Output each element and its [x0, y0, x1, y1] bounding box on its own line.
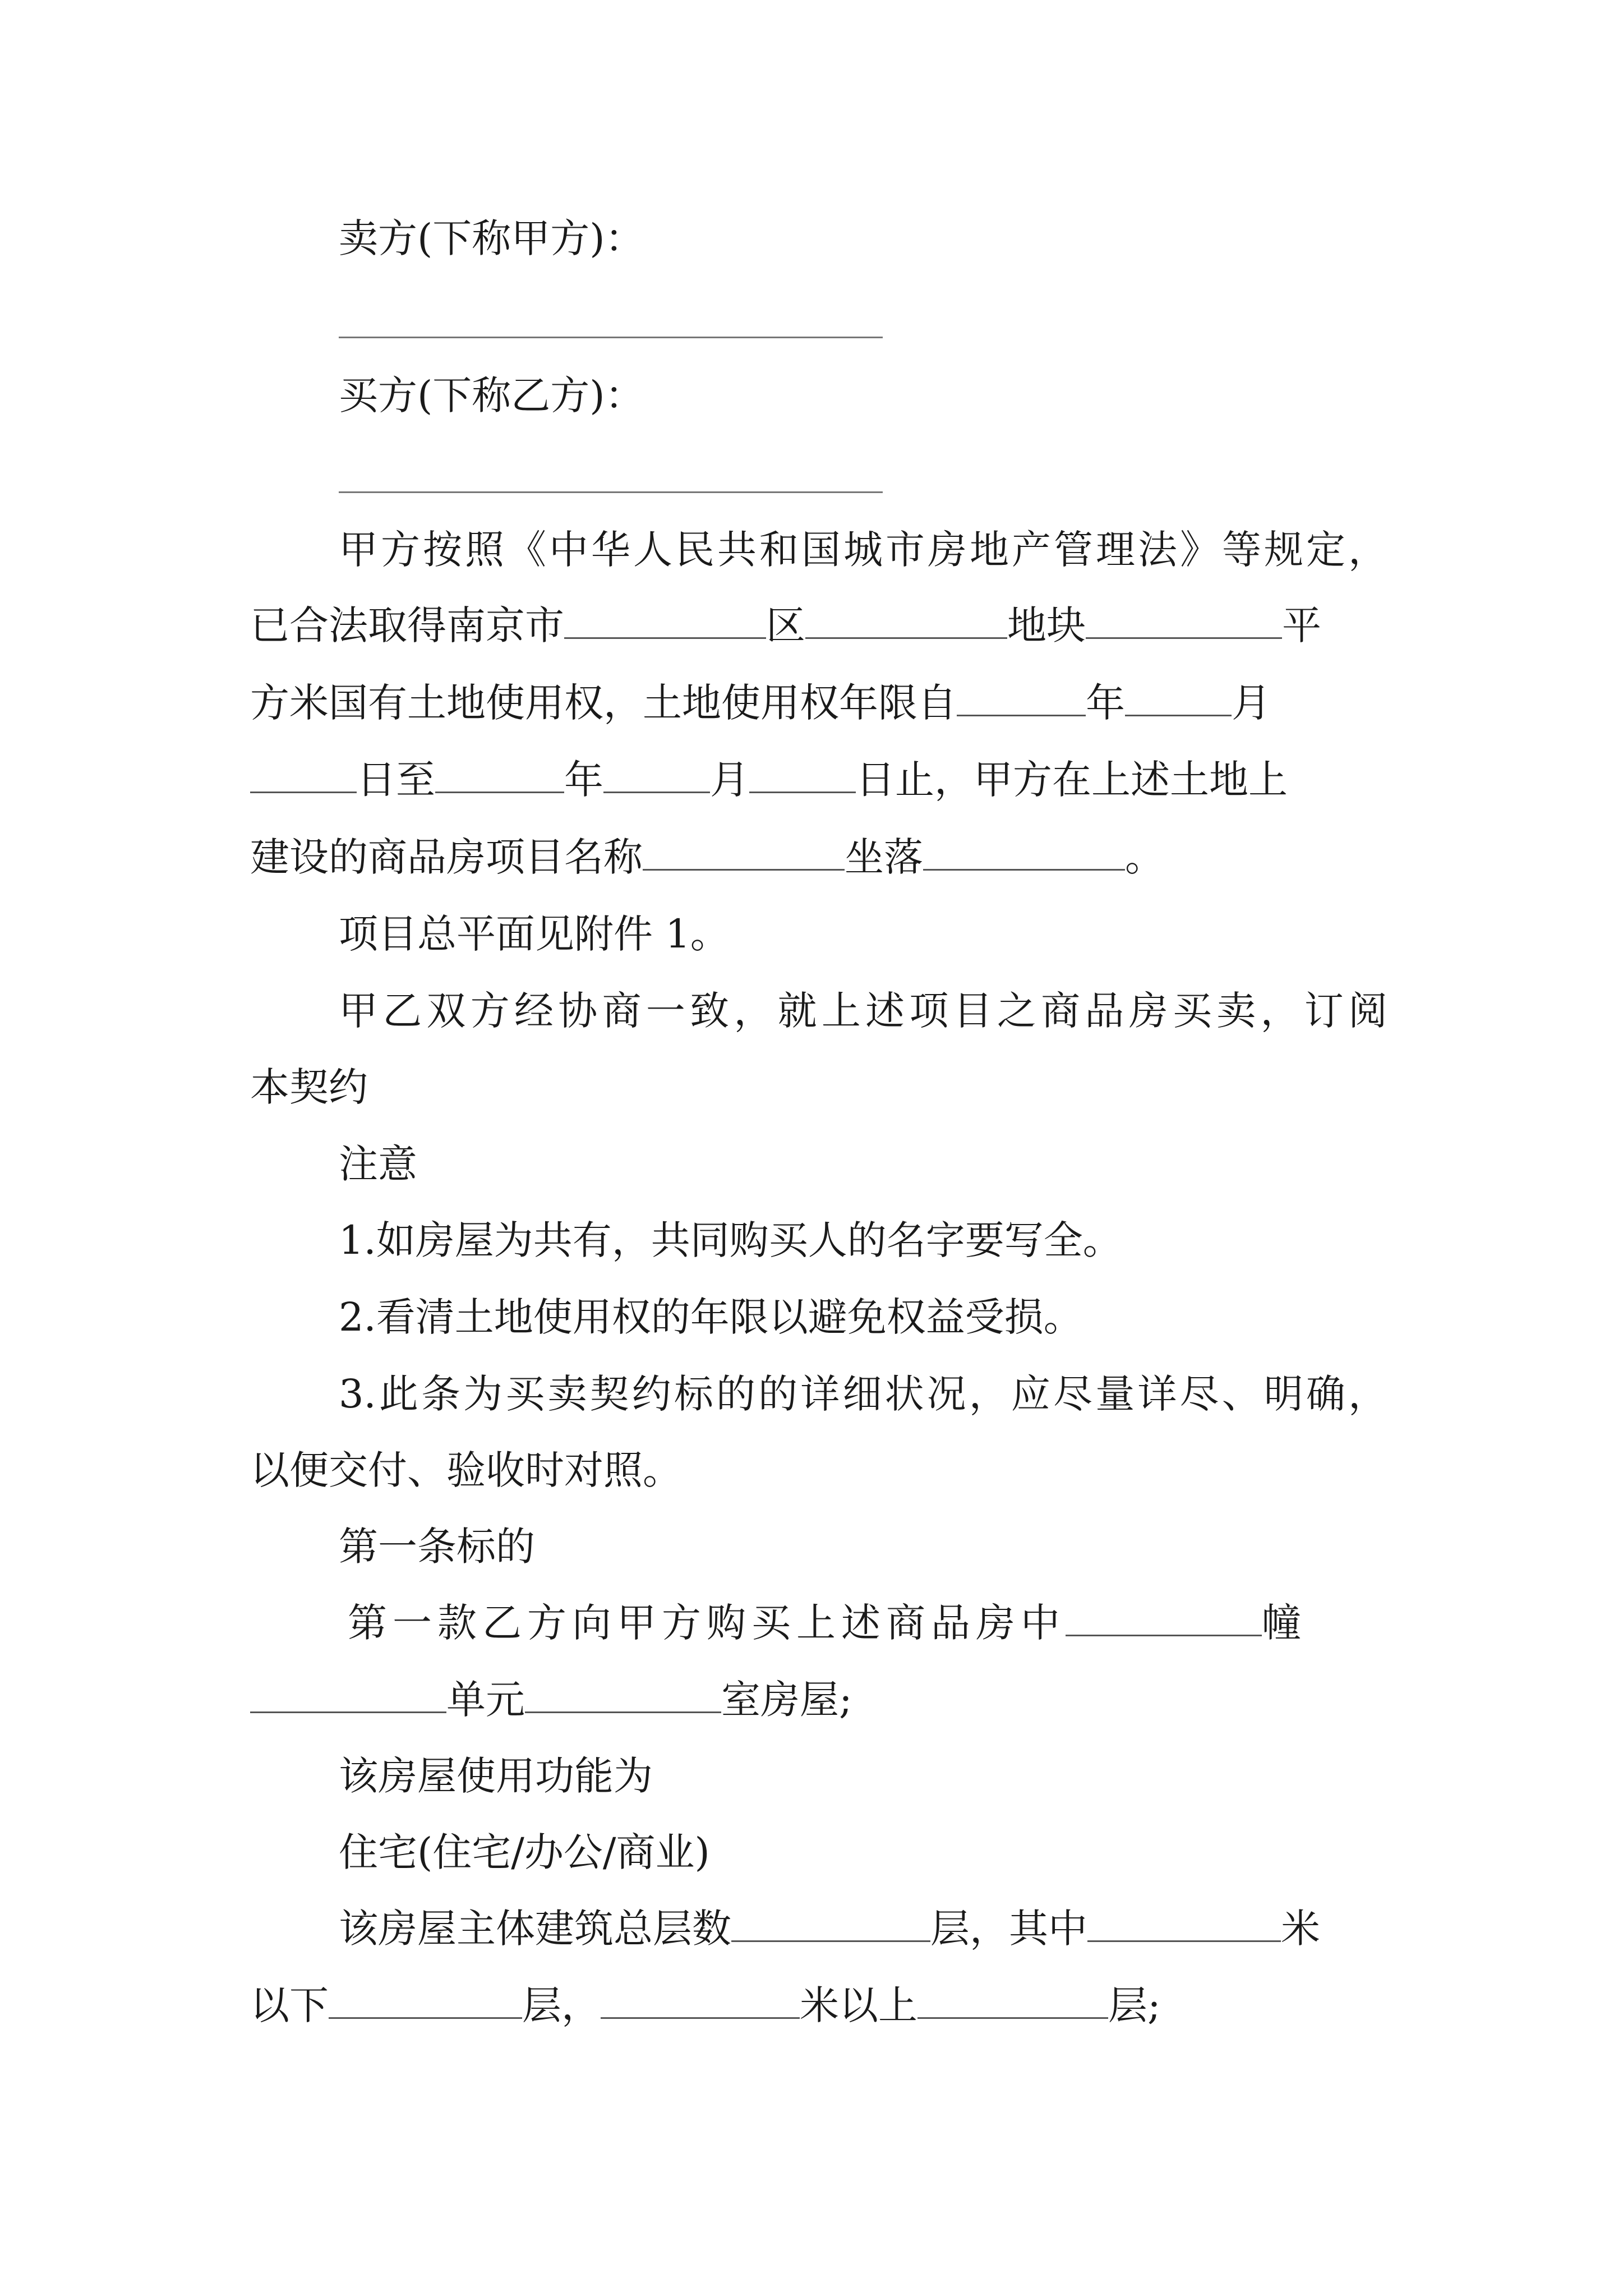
preamble-line-3: 方米国有土地使用权，土地使用权年限自 年 月 — [250, 680, 1271, 726]
preamble-line-4: 日至 年 月 日止，甲方在上述土地上 — [250, 754, 1288, 805]
note-1: 1.如房屋为共有，共同购买人的名字要写全。 — [339, 1217, 1122, 1263]
attachment-note: 项目总平面见附件 1。 — [339, 911, 730, 957]
note-2: 2.看清土地使用权的年限以避免权益受损。 — [339, 1294, 1083, 1340]
note-3-line-2: 以便交付、验收时对照。 — [250, 1447, 682, 1493]
building-blank — [1066, 1601, 1262, 1636]
floors-line-1: 该房屋主体建筑总层数 层，其中 米 — [339, 1906, 1320, 1952]
plot-blank — [805, 604, 1007, 639]
preamble-line-2: 已合法取得南京市 区 地块 平 — [250, 602, 1321, 648]
height-blank — [1087, 1907, 1281, 1942]
use-function-label: 该房屋使用功能为 — [339, 1753, 653, 1799]
total-floors-blank — [731, 1907, 930, 1942]
project-name-blank — [643, 835, 845, 871]
use-function-value: 住宅(住宅/办公/商业) — [339, 1829, 710, 1875]
preamble-line-1: 甲方按照《中华人民共和国城市房地产管理法》等规定， — [339, 527, 1387, 573]
unit-blank — [250, 1678, 446, 1713]
seller-signature-line — [339, 337, 883, 338]
room-blank — [525, 1678, 721, 1713]
height-above-blank — [601, 1984, 800, 2019]
end-month-blank — [603, 758, 710, 793]
district-blank — [564, 604, 766, 639]
start-day-blank — [250, 758, 357, 793]
area-blank — [1086, 604, 1282, 639]
location-blank — [923, 835, 1125, 871]
notes-title: 注意 — [339, 1141, 417, 1187]
agreement-line-1: 甲乙双方经协商一致，就上述项目之商品房买卖，订阅 — [339, 988, 1387, 1034]
agreement-line-2: 本契约 — [250, 1064, 368, 1110]
note-3-line-1: 3.此条为买卖契约标的的详细状况，应尽量详尽、明确， — [339, 1371, 1387, 1417]
buyer-label: 买方(下称乙方)： — [339, 372, 644, 418]
seller-label: 卖方(下称甲方)： — [339, 215, 644, 261]
article-1-clause-1-line-2: 单元 室房屋; — [250, 1674, 852, 1725]
floors-below-blank — [329, 1984, 522, 2019]
end-day-blank — [749, 758, 856, 793]
start-year-blank — [957, 681, 1086, 716]
start-month-blank — [1125, 681, 1232, 716]
end-year-blank — [435, 758, 564, 793]
floors-above-blank — [917, 1984, 1108, 2019]
buyer-signature-line — [339, 491, 883, 493]
floors-line-2: 以下 层， 米以上 层; — [250, 1982, 1161, 2028]
article-1-title: 第一条标的 — [339, 1524, 535, 1570]
preamble-line-5: 建设的商品房项目名称 坐落 。 — [250, 834, 1164, 880]
article-1-clause-1-line-1: 第一款乙方向甲方购买上述商品房中 幢 — [348, 1600, 1307, 1646]
